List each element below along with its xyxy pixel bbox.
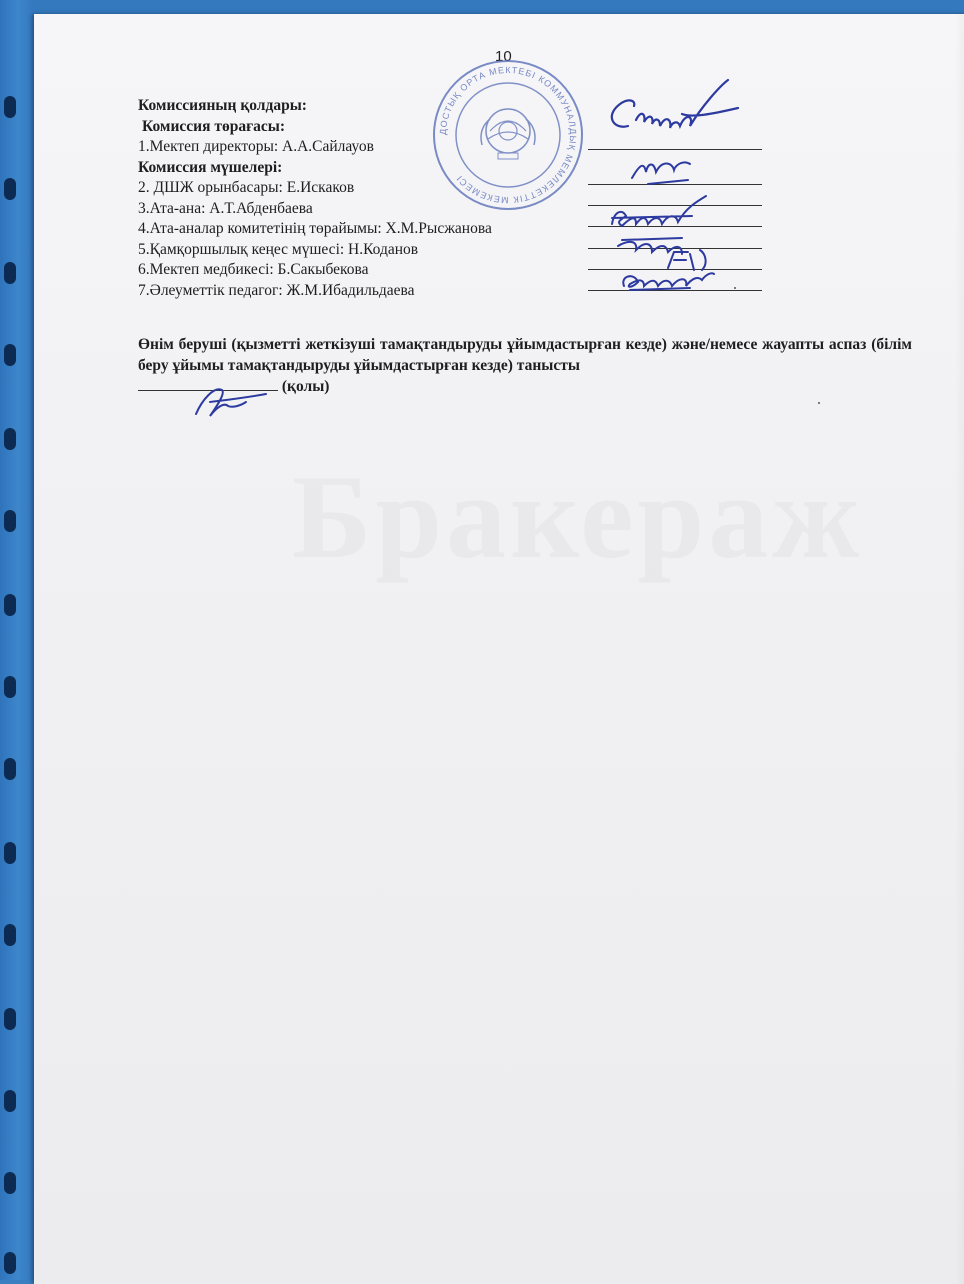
ink-dot bbox=[818, 402, 820, 404]
watermark: Бракераж bbox=[292, 450, 864, 583]
binder-hole bbox=[4, 758, 16, 780]
members-heading: Комиссия мүшелері: bbox=[138, 158, 283, 176]
page-number: 10 bbox=[495, 48, 512, 65]
binder-hole bbox=[4, 594, 16, 616]
ink-dot bbox=[734, 287, 736, 289]
signature-member-7 bbox=[616, 266, 726, 298]
chair-heading: Комиссия төрағасы: bbox=[142, 117, 286, 135]
sheet-edge-shadow bbox=[955, 14, 964, 1284]
member-line: 7.Әлеуметтік педагог: Ж.М.Ибадильдаева bbox=[138, 281, 415, 299]
signature-director bbox=[590, 74, 770, 154]
signature-caption: (қолы) bbox=[281, 378, 330, 395]
provider-text: Өнім беруші (қызметті жеткізуші тамақтандыруды ұйымдастырған кезде) және/немесе жауапты аспаз (білім беру ұйымы тамақтандыруды ұйымдастырған кезде) танысты bbox=[138, 336, 912, 374]
binder-hole bbox=[4, 924, 16, 946]
signatures-heading: Комиссияның қолдары: bbox=[138, 97, 307, 114]
binder-hole bbox=[4, 1008, 16, 1030]
binder-hole bbox=[4, 262, 16, 284]
binder-hole bbox=[4, 510, 16, 532]
member-line: 2. ДШЖ орынбасары: Е.Искаков bbox=[138, 179, 355, 196]
signature-provider bbox=[176, 380, 286, 424]
binder-hole bbox=[4, 428, 16, 450]
binder-hole bbox=[4, 96, 16, 118]
binder-hole bbox=[4, 344, 16, 366]
member-line: 6.Мектеп медбикесі: Б.Сакыбекова bbox=[138, 261, 369, 278]
member-line: 1.Мектеп директоры: А.А.Сайлауов bbox=[138, 138, 374, 155]
binder-hole bbox=[4, 1172, 16, 1194]
binder-hole bbox=[4, 676, 16, 698]
binder-hole bbox=[4, 178, 16, 200]
binder-hole bbox=[4, 842, 16, 864]
signature-member-2 bbox=[628, 148, 708, 190]
signatures-block bbox=[138, 96, 492, 301]
binder-hole bbox=[4, 1090, 16, 1112]
member-line: 4.Ата-аналар комитетінің төрайымы: Х.М.Рысжанова bbox=[138, 220, 492, 237]
member-line: 3.Ата-ана: А.Т.Абденбаева bbox=[138, 199, 313, 217]
stamp-text: ДОСТЫҚ ОРТА МЕКТЕБІ КОММУНАЛДЫҚ МЕМЛЕКЕТТІК МЕКЕМЕСІ bbox=[437, 64, 579, 206]
binder-hole bbox=[4, 1252, 16, 1274]
member-line: 5.Қамқоршылық кеңес мүшесі: Н.Коданов bbox=[138, 240, 419, 258]
